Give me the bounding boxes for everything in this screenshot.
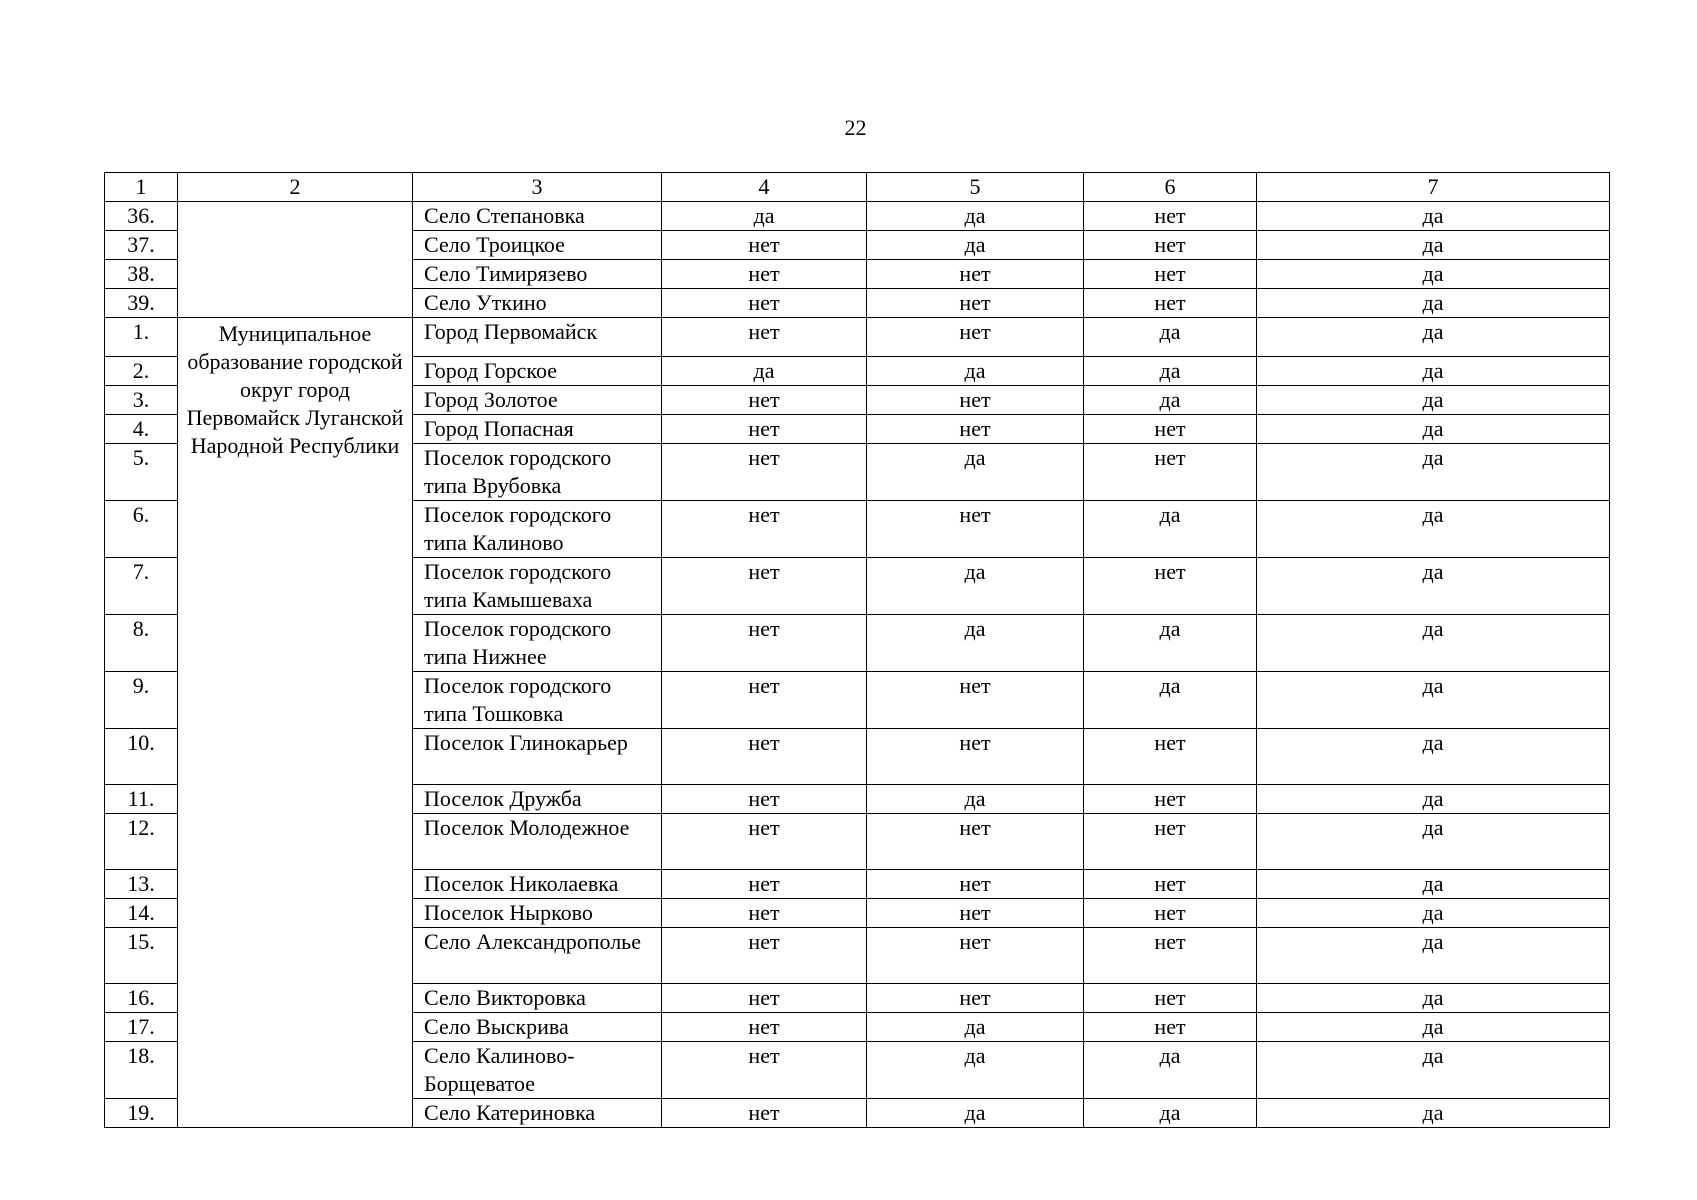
col-4-value: нет (662, 1099, 867, 1128)
col-4-value: нет (662, 899, 867, 928)
row-number: 1. (105, 318, 178, 357)
municipality-cell (178, 202, 413, 318)
header-col-7: 7 (1257, 173, 1610, 202)
settlement-name: Село Катериновка (413, 1099, 662, 1128)
col-5-value: нет (867, 870, 1084, 899)
col-4-value: да (662, 202, 867, 231)
header-col-1: 1 (105, 173, 178, 202)
col-4-value: нет (662, 814, 867, 870)
col-5-value: нет (867, 386, 1084, 415)
col-4-value: нет (662, 289, 867, 318)
col-6-value: да (1084, 615, 1257, 672)
row-number: 3. (105, 386, 178, 415)
col-5-value: да (867, 1042, 1084, 1099)
header-col-6: 6 (1084, 173, 1257, 202)
col-4-value: нет (662, 615, 867, 672)
col-7-value: да (1257, 928, 1610, 984)
col-6-value: да (1084, 672, 1257, 729)
col-6-value: да (1084, 357, 1257, 386)
col-5-value: да (867, 1013, 1084, 1042)
col-7-value: да (1257, 814, 1610, 870)
row-number: 17. (105, 1013, 178, 1042)
settlement-name: Село Степановка (413, 202, 662, 231)
col-6-value: нет (1084, 289, 1257, 318)
row-number: 37. (105, 231, 178, 260)
row-number: 11. (105, 785, 178, 814)
settlements-table (104, 172, 1610, 1128)
settlement-name: Город Попасная (413, 415, 662, 444)
row-number: 10. (105, 729, 178, 785)
col-5-value: нет (867, 928, 1084, 984)
col-7-value: да (1257, 202, 1610, 231)
col-5-value: нет (867, 984, 1084, 1013)
row-number: 36. (105, 202, 178, 231)
col-7-value: да (1257, 260, 1610, 289)
settlement-name: Поселок Николаевка (413, 870, 662, 899)
col-7-value: да (1257, 289, 1610, 318)
col-5-value: нет (867, 415, 1084, 444)
settlement-name: Поселок Глинокарьер (413, 729, 662, 785)
table-row (105, 202, 1610, 231)
col-7-value: да (1257, 1042, 1610, 1099)
row-number: 14. (105, 899, 178, 928)
col-4-value: нет (662, 501, 867, 558)
col-5-value: нет (867, 318, 1084, 357)
col-6-value: нет (1084, 1013, 1257, 1042)
col-5-value: да (867, 785, 1084, 814)
col-5-value: да (867, 231, 1084, 260)
table-row (105, 318, 1610, 357)
row-number: 13. (105, 870, 178, 899)
settlement-name: Село Викторовка (413, 984, 662, 1013)
settlement-name: Поселок Нырково (413, 899, 662, 928)
settlement-name: Город Горское (413, 357, 662, 386)
col-7-value: да (1257, 558, 1610, 615)
col-4-value: нет (662, 444, 867, 501)
col-6-value: нет (1084, 814, 1257, 870)
col-7-value: да (1257, 318, 1610, 357)
settlement-name: Поселок городского типа Нижнее (413, 615, 662, 672)
settlement-name: Село Александрополье (413, 928, 662, 984)
col-5-value: нет (867, 501, 1084, 558)
col-5-value: нет (867, 899, 1084, 928)
col-5-value: нет (867, 260, 1084, 289)
col-4-value: нет (662, 870, 867, 899)
row-number: 7. (105, 558, 178, 615)
col-4-value: нет (662, 984, 867, 1013)
col-6-value: нет (1084, 899, 1257, 928)
col-6-value: да (1084, 501, 1257, 558)
settlement-name: Город Первомайск (413, 318, 662, 357)
settlement-name: Поселок Дружба (413, 785, 662, 814)
municipality-cell: Муниципальное образование городской округ город Первомайск Луганской Народной Республики (178, 318, 413, 1128)
header-col-5: 5 (867, 173, 1084, 202)
col-7-value: да (1257, 357, 1610, 386)
col-6-value: да (1084, 386, 1257, 415)
col-6-value: нет (1084, 785, 1257, 814)
col-7-value: да (1257, 501, 1610, 558)
col-4-value: нет (662, 260, 867, 289)
row-number: 2. (105, 357, 178, 386)
col-6-value: нет (1084, 729, 1257, 785)
col-7-value: да (1257, 231, 1610, 260)
settlement-name: Село Выскрива (413, 1013, 662, 1042)
col-5-value: нет (867, 729, 1084, 785)
col-6-value: нет (1084, 558, 1257, 615)
page-number: 22 (844, 115, 867, 140)
settlement-name: Поселок Молодежное (413, 814, 662, 870)
col-6-value: нет (1084, 984, 1257, 1013)
row-number: 6. (105, 501, 178, 558)
col-7-value: да (1257, 415, 1610, 444)
row-number: 12. (105, 814, 178, 870)
col-4-value: нет (662, 318, 867, 357)
col-6-value: нет (1084, 415, 1257, 444)
header-row (105, 173, 1610, 202)
col-4-value: нет (662, 1042, 867, 1099)
col-4-value: нет (662, 928, 867, 984)
row-number: 39. (105, 289, 178, 318)
col-6-value: нет (1084, 231, 1257, 260)
col-4-value: нет (662, 231, 867, 260)
col-5-value: да (867, 1099, 1084, 1128)
col-7-value: да (1257, 672, 1610, 729)
row-number: 8. (105, 615, 178, 672)
col-7-value: да (1257, 615, 1610, 672)
settlement-name: Село Тимирязево (413, 260, 662, 289)
col-6-value: нет (1084, 260, 1257, 289)
col-4-value: нет (662, 785, 867, 814)
col-4-value: нет (662, 1013, 867, 1042)
col-4-value: нет (662, 386, 867, 415)
col-6-value: нет (1084, 928, 1257, 984)
row-number: 16. (105, 984, 178, 1013)
col-7-value: да (1257, 729, 1610, 785)
col-4-value: нет (662, 415, 867, 444)
settlement-name: Поселок городского типа Тошковка (413, 672, 662, 729)
col-6-value: нет (1084, 870, 1257, 899)
row-number: 18. (105, 1042, 178, 1099)
col-7-value: да (1257, 984, 1610, 1013)
col-7-value: да (1257, 1099, 1610, 1128)
header-col-4: 4 (662, 173, 867, 202)
settlement-name: Поселок городского типа Камышеваха (413, 558, 662, 615)
col-7-value: да (1257, 899, 1610, 928)
col-6-value: да (1084, 1042, 1257, 1099)
col-4-value: нет (662, 729, 867, 785)
col-5-value: нет (867, 814, 1084, 870)
row-number: 15. (105, 928, 178, 984)
row-number: 9. (105, 672, 178, 729)
col-7-value: да (1257, 444, 1610, 501)
col-5-value: да (867, 444, 1084, 501)
header-col-3: 3 (413, 173, 662, 202)
col-5-value: да (867, 615, 1084, 672)
row-number: 38. (105, 260, 178, 289)
row-number: 19. (105, 1099, 178, 1128)
row-number: 4. (105, 415, 178, 444)
settlement-name: Село Троицкое (413, 231, 662, 260)
header-col-2: 2 (178, 173, 413, 202)
col-5-value: нет (867, 672, 1084, 729)
col-6-value: нет (1084, 444, 1257, 501)
col-4-value: нет (662, 672, 867, 729)
settlement-name: Поселок городского типа Врубовка (413, 444, 662, 501)
col-4-value: нет (662, 558, 867, 615)
settlement-name: Село Уткино (413, 289, 662, 318)
col-7-value: да (1257, 870, 1610, 899)
col-4-value: да (662, 357, 867, 386)
col-5-value: нет (867, 289, 1084, 318)
col-5-value: да (867, 202, 1084, 231)
settlement-name: Город Золотое (413, 386, 662, 415)
col-7-value: да (1257, 1013, 1610, 1042)
col-7-value: да (1257, 386, 1610, 415)
settlement-name: Поселок городского типа Калиново (413, 501, 662, 558)
settlement-name: Село Калиново-Борщеватое (413, 1042, 662, 1099)
col-6-value: нет (1084, 202, 1257, 231)
col-5-value: да (867, 357, 1084, 386)
col-6-value: да (1084, 1099, 1257, 1128)
col-7-value: да (1257, 785, 1610, 814)
col-6-value: да (1084, 318, 1257, 357)
row-number: 5. (105, 444, 178, 501)
col-5-value: да (867, 558, 1084, 615)
